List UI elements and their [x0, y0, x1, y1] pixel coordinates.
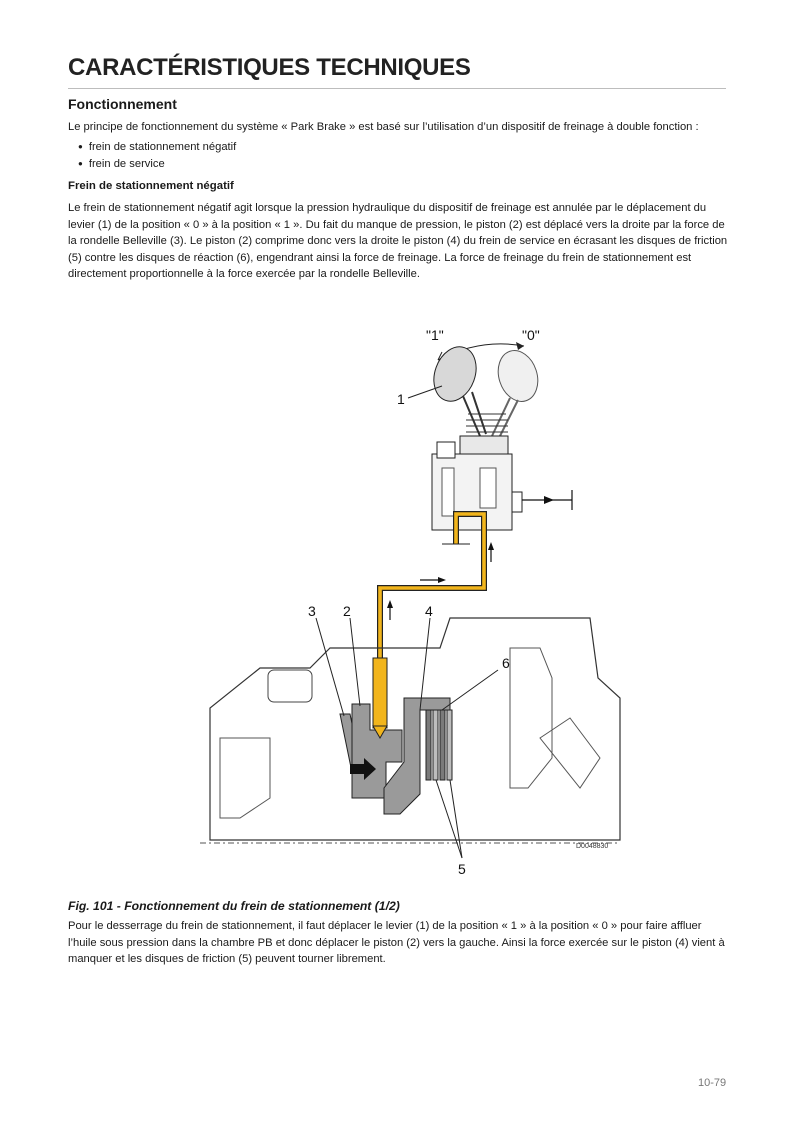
- callout-3: 3: [308, 603, 316, 619]
- callout-4: 4: [425, 603, 433, 619]
- callout-6: 6: [502, 655, 510, 671]
- position-label-0: "0": [522, 327, 540, 343]
- brake-diagram: [180, 318, 630, 883]
- brake-disc-pack: [426, 710, 452, 780]
- figure-caption: Fig. 101 - Fonctionnement du frein de stationnement (1/2): [68, 899, 400, 913]
- brake-diagram-figure: [180, 318, 630, 883]
- subheading: Frein de stationnement négatif: [68, 180, 234, 192]
- lever-knob-position-1: [427, 341, 484, 407]
- bullet-item: ● frein de stationnement négatif: [78, 139, 236, 156]
- lever-knob-position-0: [492, 345, 544, 406]
- page-number: 10-79: [698, 1077, 727, 1089]
- callout-1: 1: [397, 391, 405, 407]
- bullet-item: ● frein de service: [78, 156, 236, 173]
- page-title: CARACTÉRISTIQUES TECHNIQUES: [68, 54, 471, 81]
- section-heading: Fonctionnement: [68, 96, 177, 112]
- callout-5: 5: [458, 861, 466, 877]
- intro-paragraph: Le principe de fonctionnement du système « Park Brake » est basé sur l’utilisation d’un dispositif de freinage à double fonction :: [68, 121, 699, 133]
- position-label-1: "1": [426, 327, 444, 343]
- pressure-chamber: [373, 658, 387, 728]
- callout-2: 2: [343, 603, 351, 619]
- drawing-code: D0048830: [576, 843, 609, 850]
- hydraulic-line-outline: [380, 514, 484, 658]
- bullet-list: [78, 139, 236, 172]
- body-paragraph: Le frein de stationnement négatif agit lorsque la pression hydraulique du dispositif de freinage est annulée par le déplacement du levier (1) de la position « 0 » à la position « 1 ». Du fait du manque de pression, le piston (2) est déplacé vers la droite par la force de la rondelle Belleville (3). Le piston (2) comprime donc vers la droite le piston (4) du frein de service en écrasant les disques de friction (5) contre les disques de réaction (6), engendrant ainsi la force de freinage. La force de freinage du frein de stationnement est directement proportionnelle à la force exercée par la rondelle Belleville.: [68, 202, 728, 281]
- release-paragraph: Pour le desserrage du frein de stationnement, il faut déplacer le levier (1) de la position « 1 » à la position « 0 » pour faire affluer l’huile sous pression dans la chambre PB et donc déplacer le piston (2) vers la gauche. Ainsi la force exercée sur le piston (4) vient à manquer et les disques de friction (5) peuvent tourner librement.: [68, 920, 725, 966]
- title-divider: [68, 88, 726, 89]
